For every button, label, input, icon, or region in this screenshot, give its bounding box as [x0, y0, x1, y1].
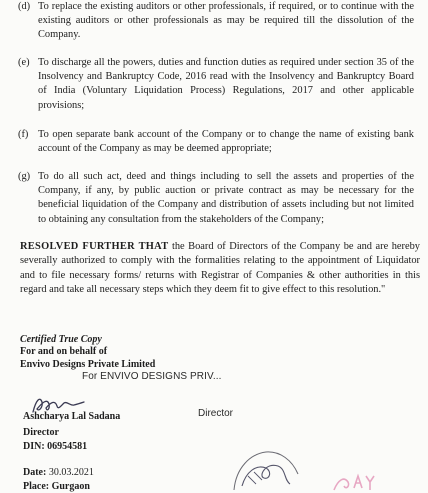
seal-signature-mark [226, 446, 306, 492]
date-label: Date: [23, 467, 47, 478]
place-line [23, 480, 90, 493]
place-label: Place: [23, 481, 50, 492]
clause-e [18, 56, 414, 113]
resolution-paragraph [20, 240, 420, 298]
clause-text: To replace the existing auditors or other professionals, if required, or to continue with the existing auditors or other professionals as may be required till the dissolution of the Company. [38, 1, 414, 41]
signatory-title: Director [23, 427, 59, 438]
clause-label: (d) [18, 1, 31, 12]
stamp-director-label: Director [198, 408, 234, 419]
signatory-din: DIN: 06954581 [23, 441, 88, 452]
clause-g [18, 170, 414, 227]
clause-d [18, 0, 414, 43]
clause-text: To open separate bank account of the Company or to change the name of existing bank account of the Company as may be deemed appropriate; [38, 129, 414, 155]
clause-label: (g) [18, 171, 31, 182]
clause-label: (e) [18, 57, 30, 68]
clause-label: (f) [18, 129, 29, 140]
certified-true-copy: Certified True Copy [20, 334, 102, 345]
place-value: Gurgaon [51, 481, 90, 492]
resolution-lead: RESOLVED FURTHER THAT [20, 241, 169, 252]
date-line [23, 466, 94, 479]
company-name: Envivo Designs Private Limited [20, 359, 156, 370]
signatory-name: Ashcharya Lal Sadana [23, 411, 121, 422]
on-behalf-line: For and on behalf of [20, 346, 108, 357]
clause-text: To do all such act, deed and things including to sell the assets and properties of the Company, if any, by public auction or private contract as may be necessary for the beneficial liquidation of the Company and distribution of assets including but not limited to obtaining any consultation from the stakeholders of the Company; [38, 171, 414, 225]
date-value: 30.03.2021 [48, 467, 94, 478]
clause-f [18, 128, 414, 156]
resolution-text: the Board of Directors of the Company be and are hereby severally authorized to comply with the formalities relating to the appointment of Liquidator and to file necessary forms/ returns with Registrar of Companies & other authorities in this regard and take all necessary steps which they deem fit to give effect to this resolution." [20, 241, 420, 296]
clause-text: To discharge all the powers, duties and function duties as required under section 35 of the Insolvency and Bankruptcy Code, 2016 read with the Insolvency and Bankruptcy Board of India (Voluntary Liquidation Process) Regulations, 2017 and other applicable provisions; [38, 57, 414, 111]
company-stamp-text: For ENVIVO DESIGNS PRIV... [82, 371, 222, 382]
pink-stamp-mark [330, 466, 380, 492]
